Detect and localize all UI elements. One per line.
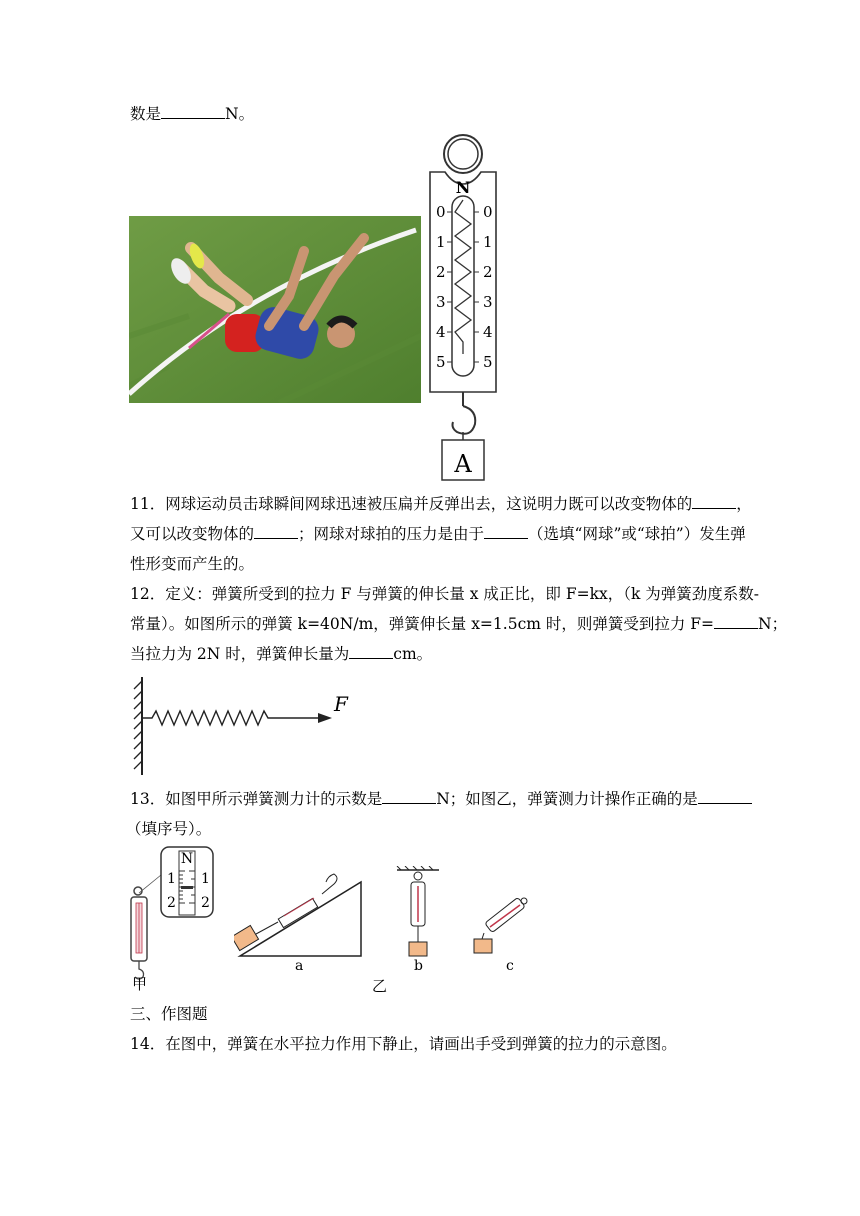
- tick-right-0: 0: [483, 203, 493, 221]
- zoom-tick-right-1: 1: [201, 871, 210, 887]
- q12-text-3b: cm。: [393, 645, 433, 663]
- zoom-tick-left-1: 1: [167, 871, 176, 887]
- weight-label: A: [454, 450, 472, 478]
- zoom-tick-left-2: 2: [167, 895, 176, 911]
- q12-line2: [130, 614, 787, 634]
- q13-blank-2[interactable]: [698, 789, 752, 804]
- figure-yi-b: [393, 866, 443, 960]
- q11-text-2c: （选填“网球”或“球拍”）发生弹: [528, 525, 746, 543]
- tick-left-4: 4: [436, 323, 446, 341]
- q12-blank-2[interactable]: [349, 644, 393, 659]
- tick-left-5: 5: [436, 353, 446, 371]
- figure-yi-a: [234, 858, 364, 960]
- q13-line2: （填序号）。: [126, 820, 212, 838]
- q13-line1: [130, 789, 752, 809]
- q12-text-2a: 常量）。如图所示的弹簧 k=40N/m，弹簧伸长量 x=1.5cm 时，则弹簧受到拉力 F=: [130, 615, 715, 633]
- q10-answer-line: [130, 104, 254, 124]
- tick-right-5: 5: [483, 353, 493, 371]
- q11-text-1-end: ，: [736, 495, 752, 513]
- spring-force-diagram: [128, 675, 358, 777]
- q11-text-2a: 又可以改变物体的: [130, 525, 255, 543]
- q11-text-2b: ；网球对球拍的压力是由于: [298, 525, 485, 543]
- tick-right-2: 2: [483, 263, 493, 281]
- q14-text: 14．在图中，弹簧在水平拉力作用下静止，请画出手受到弹簧的拉力的示意图。: [130, 1035, 677, 1053]
- q12-line3: [130, 644, 432, 664]
- zoom-unit-label: N: [180, 851, 194, 867]
- q10-suffix: N。: [225, 105, 255, 123]
- q13-blank-1[interactable]: [382, 789, 436, 804]
- q12-blank-1[interactable]: [714, 614, 758, 629]
- figure-jia: [125, 845, 220, 993]
- q11-line2: [130, 524, 746, 544]
- label-yi: 乙: [372, 977, 388, 995]
- q12-text-3a: 当拉力为 2N 时，弹簧伸长量为: [130, 645, 350, 663]
- q12-text-2b: N；: [758, 615, 788, 633]
- force-label-F: F: [334, 692, 348, 716]
- tick-right-4: 4: [483, 323, 493, 341]
- label-b: b: [414, 958, 423, 974]
- q10-blank[interactable]: [161, 104, 225, 119]
- section-3-heading: 三、作图题: [130, 1005, 208, 1023]
- q11-blank-1[interactable]: [692, 494, 736, 509]
- label-a: a: [295, 958, 304, 974]
- tick-left-2: 2: [436, 263, 446, 281]
- spring-scale-diagram: [425, 132, 505, 484]
- figure-yi-c: [470, 893, 530, 959]
- scale-unit-label: N: [455, 178, 471, 197]
- q11-blank-2[interactable]: [254, 524, 298, 539]
- q11-line3: 性形变而产生的。: [130, 555, 255, 573]
- q11-text-1: 11．网球运动员击球瞬间网球迅速被压扁并反弹出去，这说明力既可以改变物体的: [130, 495, 693, 513]
- tick-right-1: 1: [483, 233, 493, 251]
- q11-line1: [130, 494, 752, 514]
- tick-right-3: 3: [483, 293, 493, 311]
- q11-blank-3[interactable]: [484, 524, 528, 539]
- q13-text-1b: N；如图乙，弹簧测力计操作正确的是: [436, 790, 698, 808]
- label-jia: 甲: [132, 975, 148, 993]
- zoom-tick-right-2: 2: [201, 895, 210, 911]
- q12-line1: 12．定义：弹簧所受到的拉力 F 与弹簧的伸长量 x 成正比，即 F=kx，（k 为弹簧劲度系数-: [130, 585, 760, 603]
- q13-text-1a: 13．如图甲所示弹簧测力计的示数是: [130, 790, 383, 808]
- pole-vault-photo: [129, 216, 421, 403]
- q10-prefix: 数是: [130, 105, 162, 123]
- tick-left-3: 3: [436, 293, 446, 311]
- tick-left-0: 0: [436, 203, 446, 221]
- label-c: c: [506, 958, 514, 974]
- tick-left-1: 1: [436, 233, 446, 251]
